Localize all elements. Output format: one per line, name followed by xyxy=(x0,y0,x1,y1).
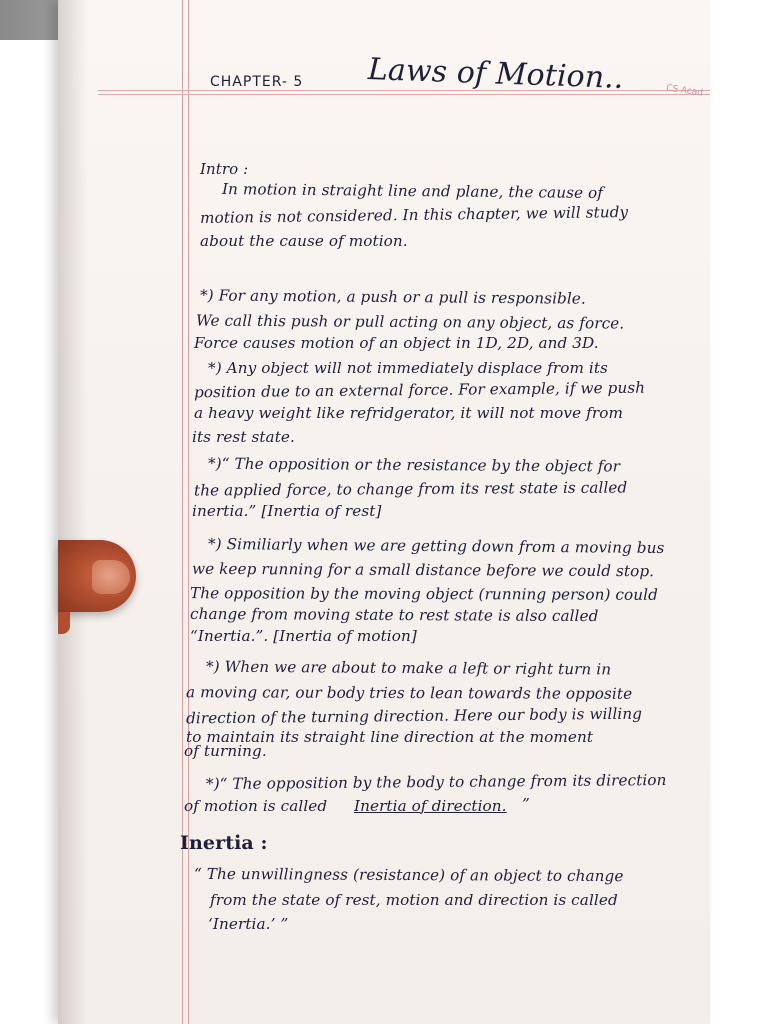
point-line: Force causes motion of an object in 1D, 2D, and 3D. xyxy=(194,334,599,352)
point-line: change from moving state to rest state is also called xyxy=(189,604,599,626)
point-line: *)“ The opposition by the body to change from its direction xyxy=(205,770,667,794)
point-line: of motion is called xyxy=(184,797,328,815)
point-line: *)“ The opposition or the resistance by the object for xyxy=(207,454,621,476)
point-line: position due to an external force. For example, if we push xyxy=(193,378,646,402)
point-line: “Inertia.”. [Inertia of motion] xyxy=(190,627,417,645)
page-content xyxy=(58,0,710,1024)
point-line: We call this push or pull acting on any object, as force. xyxy=(195,311,625,333)
closing-quote: ” xyxy=(522,795,530,813)
intro-line: In motion in straight line and plane, the cause of xyxy=(221,180,604,202)
inertia-definition-line: “ The unwillingness (resistance) of an object to change xyxy=(193,864,624,886)
inertia-definition-line: from the state of rest, motion and direction is called xyxy=(210,891,618,909)
intro-label: Intro : xyxy=(200,160,249,178)
inertia-heading: Inertia : xyxy=(180,832,268,854)
point-line: *) For any motion, a push or a pull is responsible. xyxy=(199,286,586,308)
chapter-label: CHAPTER- 5 xyxy=(210,74,304,90)
point-line: a moving car, our body tries to lean towards the opposite xyxy=(185,683,633,703)
point-line: inertia.” [Inertia of rest] xyxy=(192,502,382,520)
watermark-text: CS Acad xyxy=(665,83,704,99)
point-line: *) Similiarly when we are getting down from a moving bus xyxy=(207,535,665,557)
point-line: the applied force, to change from its rest state is called xyxy=(193,478,628,500)
point-line: *) When we are about to make a left or right turn in xyxy=(205,657,612,679)
page-title: Laws of Motion.. xyxy=(367,52,625,96)
point-line: *) Any object will not immediately displace from its xyxy=(208,359,608,377)
intro-line: about the cause of motion. xyxy=(200,232,408,250)
point-line: its rest state. xyxy=(192,428,295,446)
point-line: a heavy weight like refridgerator, it will not move from xyxy=(194,404,623,422)
point-line: to maintain its straight line direction at the moment xyxy=(186,728,594,746)
inertia-definition-line: ‘Inertia.’ ” xyxy=(208,915,289,933)
point-line: of turning. xyxy=(184,742,267,760)
point-line: we keep running for a small distance before we could stop. xyxy=(191,559,655,581)
point-line: The opposition by the moving object (running person) could xyxy=(189,584,658,604)
intro-line: motion is not considered. In this chapter, we will study xyxy=(199,203,629,227)
point-line: direction of the turning direction. Here our body is willing xyxy=(185,704,643,728)
inertia-of-direction-term: Inertia of direction. xyxy=(354,797,507,815)
